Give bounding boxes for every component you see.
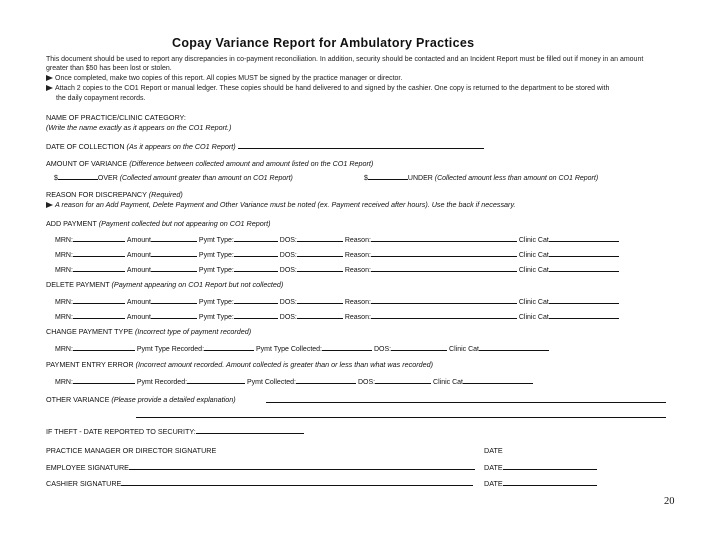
dos-field[interactable] bbox=[297, 264, 343, 272]
entry-error-label: PAYMENT ENTRY ERROR bbox=[46, 360, 134, 369]
mrn-field[interactable] bbox=[73, 311, 125, 319]
cashier-signature-row bbox=[46, 478, 473, 488]
dos-field[interactable] bbox=[297, 249, 343, 257]
other-variance-header bbox=[46, 395, 236, 404]
clinic-cat-field[interactable] bbox=[549, 249, 619, 257]
intro-bullet-2 bbox=[46, 85, 609, 92]
currency-symbol: $ bbox=[364, 175, 368, 182]
arrow-bullet-icon bbox=[46, 75, 53, 81]
date-collection-field[interactable] bbox=[238, 141, 484, 149]
under-label: UNDER bbox=[407, 175, 433, 182]
add-payment-row bbox=[55, 234, 619, 244]
practice-label: NAME OF PRACTICE/CLINIC CATEGORY: bbox=[46, 113, 186, 122]
pymt-recorded-label: Pymt Recorded: bbox=[136, 379, 188, 386]
cashier-date-row bbox=[484, 478, 597, 488]
date-collection-label: DATE OF COLLECTION bbox=[46, 142, 125, 151]
dos-label: DOS: bbox=[279, 252, 297, 259]
practice-note: (Write the name exactly as it appears on the CO1 Report.) bbox=[46, 123, 232, 132]
dos-label: DOS: bbox=[279, 237, 297, 244]
clinic-cat-field[interactable] bbox=[463, 376, 533, 384]
amount-variance-header bbox=[46, 159, 373, 168]
reason-label: Reason: bbox=[344, 267, 371, 274]
over-row bbox=[54, 172, 293, 182]
other-variance-field-2[interactable] bbox=[136, 417, 666, 418]
arrow-bullet-icon bbox=[46, 202, 53, 208]
dos-label: DOS: bbox=[279, 299, 297, 306]
under-amount-field[interactable] bbox=[368, 172, 408, 180]
amount-field[interactable] bbox=[151, 234, 197, 242]
intro-line-1: This document should be used to report any discrepancies in co-payment reconciliation. In addition, security should be contacted and an Incident Report must be filled out if money in an amount bbox=[46, 56, 644, 63]
pymt-type-recorded-label: Pymt Type Recorded: bbox=[136, 346, 205, 353]
dos-label: DOS: bbox=[279, 314, 297, 321]
clinic-cat-label: Clinic Cat bbox=[518, 314, 549, 321]
clinic-cat-label: Clinic Cat bbox=[433, 379, 463, 386]
employee-date-field[interactable] bbox=[503, 462, 597, 470]
change-payment-note: (Incorrect type of payment recorded) bbox=[134, 327, 252, 336]
pymt-type-label: Pymt Type: bbox=[198, 252, 234, 259]
theft-row bbox=[46, 426, 304, 436]
mrn-label: MRN: bbox=[55, 346, 73, 353]
dos-field[interactable] bbox=[391, 343, 447, 351]
reason-required: (Required) bbox=[148, 190, 183, 199]
cashier-signature-field[interactable] bbox=[121, 478, 473, 486]
cashier-date-label: DATE bbox=[484, 479, 503, 488]
page-title: Copay Variance Report for Ambulatory Practices bbox=[172, 36, 475, 50]
pymt-recorded-field[interactable] bbox=[187, 376, 245, 384]
pymt-type-field[interactable] bbox=[234, 249, 278, 257]
amount-label: Amount bbox=[126, 237, 151, 244]
delete-payment-note: (Payment appearing on CO1 Report but not collected) bbox=[111, 280, 284, 289]
change-payment-row bbox=[55, 343, 549, 353]
entry-error-header bbox=[46, 360, 433, 369]
under-note: (Collected amount less than amount on CO1 Report) bbox=[434, 175, 599, 182]
delete-payment-row bbox=[55, 296, 619, 306]
other-variance-label: OTHER VARIANCE bbox=[46, 395, 110, 404]
clinic-cat-field[interactable] bbox=[549, 234, 619, 242]
entry-error-row bbox=[55, 376, 533, 386]
pymt-type-collected-field[interactable] bbox=[322, 343, 372, 351]
add-payment-header bbox=[46, 219, 271, 228]
mrn-label: MRN: bbox=[55, 252, 73, 259]
mrn-field[interactable] bbox=[73, 376, 135, 384]
dos-field[interactable] bbox=[297, 311, 343, 319]
amount-variance-note: (Difference between collected amount and amount listed on the CO1 Report) bbox=[129, 159, 374, 168]
pymt-type-collected-label: Pymt Type Collected: bbox=[255, 346, 322, 353]
reason-field[interactable] bbox=[371, 264, 517, 272]
currency-symbol: $ bbox=[54, 175, 58, 182]
add-payment-row bbox=[55, 264, 619, 274]
change-payment-header bbox=[46, 327, 251, 336]
bullet-text: Attach 2 copies to the CO1 Report or manual ledger. These copies should be hand delivered to and signed by the cashier. One copy is returned to the department to be stored with bbox=[55, 85, 610, 92]
intro-bullet-1 bbox=[46, 75, 402, 82]
pymt-type-field[interactable] bbox=[234, 234, 278, 242]
employee-signature-label: EMPLOYEE SIGNATURE bbox=[46, 463, 129, 472]
clinic-cat-label: Clinic Cat bbox=[518, 237, 549, 244]
cashier-signature-label: CASHIER SIGNATURE bbox=[46, 479, 122, 488]
arrow-bullet-icon bbox=[46, 85, 53, 91]
employee-signature-field[interactable] bbox=[129, 462, 475, 470]
other-variance-note: (Please provide a detailed explanation) bbox=[111, 395, 236, 404]
dos-label: DOS: bbox=[373, 346, 392, 353]
theft-label: IF THEFT - DATE REPORTED TO SECURITY: bbox=[46, 427, 196, 436]
clinic-cat-label: Clinic Cat bbox=[518, 267, 549, 274]
clinic-cat-label: Clinic Cat bbox=[449, 346, 479, 353]
reason-label: Reason: bbox=[344, 314, 371, 321]
amount-field[interactable] bbox=[151, 311, 197, 319]
reason-label: Reason: bbox=[344, 252, 371, 259]
amount-field[interactable] bbox=[151, 264, 197, 272]
reason-field[interactable] bbox=[371, 249, 517, 257]
delete-payment-header bbox=[46, 280, 283, 289]
employee-signature-row bbox=[46, 462, 475, 472]
clinic-cat-field[interactable] bbox=[549, 311, 619, 319]
reason-note: A reason for an Add Payment, Delete Payment and Other Variance must be noted (ex. Payment received after hours). Use the back if necessary. bbox=[55, 200, 516, 209]
under-row bbox=[364, 172, 598, 182]
add-payment-label: ADD PAYMENT bbox=[46, 219, 97, 228]
add-payment-row bbox=[55, 249, 619, 259]
clinic-cat-field[interactable] bbox=[479, 343, 549, 351]
mrn-field[interactable] bbox=[73, 249, 125, 257]
manager-signature-label: PRACTICE MANAGER OR DIRECTOR SIGNATURE bbox=[46, 446, 217, 455]
over-label: OVER bbox=[97, 175, 118, 182]
pymt-type-label: Pymt Type: bbox=[198, 267, 234, 274]
amount-variance-label: AMOUNT OF VARIANCE bbox=[46, 159, 128, 168]
mrn-field[interactable] bbox=[73, 264, 125, 272]
delete-payment-label: DELETE PAYMENT bbox=[46, 280, 110, 289]
pymt-type-field[interactable] bbox=[234, 296, 278, 304]
dos-field[interactable] bbox=[297, 296, 343, 304]
entry-error-note: (Incorrect amount recorded. Amount collected is greater than or less than what was recorded) bbox=[135, 360, 433, 369]
employee-date-label: DATE bbox=[484, 463, 503, 472]
intro-line-2: greater than $50 has been lost or stolen. bbox=[46, 65, 172, 72]
amount-field[interactable] bbox=[151, 249, 197, 257]
mrn-label: MRN: bbox=[55, 267, 73, 274]
pymt-type-label: Pymt Type: bbox=[198, 237, 234, 244]
pymt-type-field[interactable] bbox=[234, 311, 278, 319]
clinic-cat-label: Clinic Cat bbox=[518, 299, 549, 306]
cashier-date-field[interactable] bbox=[503, 478, 597, 486]
mrn-label: MRN: bbox=[55, 299, 73, 306]
other-variance-field-1[interactable] bbox=[266, 402, 666, 403]
reason-header bbox=[46, 190, 183, 199]
pymt-collected-label: Pymt Collected: bbox=[246, 379, 297, 386]
change-payment-label: CHANGE PAYMENT TYPE bbox=[46, 327, 133, 336]
mrn-label: MRN: bbox=[55, 237, 73, 244]
amount-field[interactable] bbox=[151, 296, 197, 304]
clinic-cat-label: Clinic Cat bbox=[518, 252, 549, 259]
amount-label: Amount bbox=[126, 252, 151, 259]
clinic-cat-field[interactable] bbox=[549, 296, 619, 304]
over-note: (Collected amount greater than amount on CO1 Report) bbox=[119, 175, 293, 182]
reason-label: Reason: bbox=[344, 237, 371, 244]
delete-payment-row bbox=[55, 311, 619, 321]
pymt-type-label: Pymt Type: bbox=[198, 299, 234, 306]
reason-field[interactable] bbox=[371, 296, 517, 304]
over-amount-field[interactable] bbox=[58, 172, 98, 180]
add-payment-note: (Payment collected but not appearing on CO1 Report) bbox=[98, 219, 271, 228]
dos-label: DOS: bbox=[357, 379, 376, 386]
pymt-type-field[interactable] bbox=[234, 264, 278, 272]
reason-field[interactable] bbox=[371, 311, 517, 319]
amount-label: Amount bbox=[126, 267, 151, 274]
clinic-cat-field[interactable] bbox=[549, 264, 619, 272]
manager-date-label: DATE bbox=[484, 446, 503, 455]
reason-field[interactable] bbox=[371, 234, 517, 242]
page-number: 20 bbox=[664, 496, 675, 507]
employee-date-row bbox=[484, 462, 597, 472]
intro-bullet-2-cont: the daily copayment records. bbox=[56, 95, 146, 102]
mrn-field[interactable] bbox=[73, 296, 125, 304]
dos-field[interactable] bbox=[297, 234, 343, 242]
pymt-type-label: Pymt Type: bbox=[198, 314, 234, 321]
mrn-label: MRN: bbox=[55, 314, 73, 321]
reason-label: REASON FOR DISCREPANCY bbox=[46, 190, 147, 199]
pymt-type-recorded-field[interactable] bbox=[204, 343, 254, 351]
dos-field[interactable] bbox=[375, 376, 431, 384]
date-collection-note: (As it appears on the CO1 Report) bbox=[126, 142, 236, 151]
mrn-field[interactable] bbox=[73, 234, 125, 242]
reason-label: Reason: bbox=[344, 299, 371, 306]
theft-date-field[interactable] bbox=[196, 426, 304, 434]
amount-label: Amount bbox=[126, 314, 151, 321]
mrn-field[interactable] bbox=[73, 343, 135, 351]
amount-label: Amount bbox=[126, 299, 151, 306]
dos-label: DOS: bbox=[279, 267, 297, 274]
mrn-label: MRN: bbox=[55, 379, 73, 386]
date-collection-row bbox=[46, 141, 484, 151]
pymt-collected-field[interactable] bbox=[296, 376, 356, 384]
reason-note-row bbox=[46, 200, 516, 209]
bullet-text: Once completed, make two copies of this report. All copies MUST be signed by the practice manager or director. bbox=[55, 75, 403, 82]
